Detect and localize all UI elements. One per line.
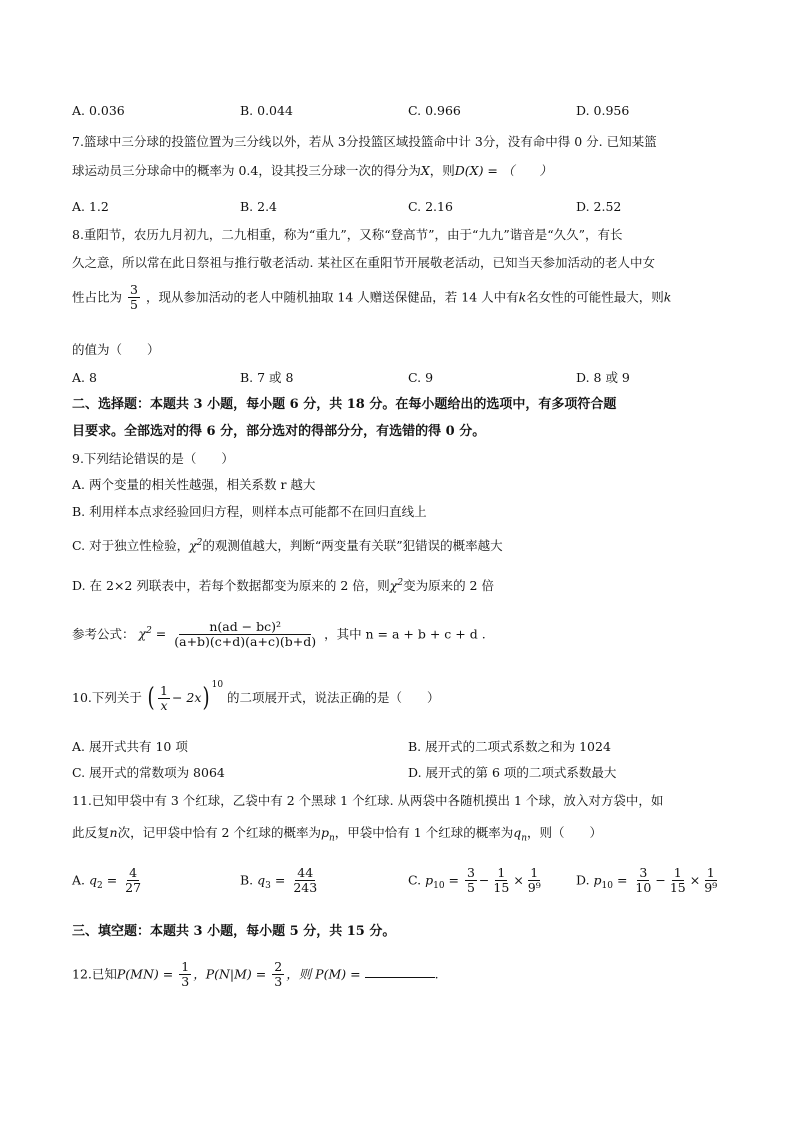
chi-square-lhs: $\chi^2$ = [138,626,167,642]
q10-frac-den: x [160,698,168,714]
q11-b-fraction [291,866,319,896]
q11-d-d3: 9⁹ [704,880,718,896]
q7-text-c: ，则 [429,163,455,178]
q11-d-sub: 10 [601,880,613,891]
q11-b-sub: 3 [265,880,271,891]
q9-option-d [72,578,494,593]
q9-option-a: A. 两个变量的相关性越强，相关系数 r 越大 [72,477,316,492]
section3-heading: 三、填空题：本题共 3 小题，每小题 5 分，共 15 分。 [72,924,396,939]
q11-c-lhs: p [425,872,434,888]
q10-suffix: 的二项展开式，说法正确的是（ ） [227,690,440,706]
q12-frac1 [179,960,191,990]
q7-stem-line2 [72,163,552,178]
q8-stem-line1: 8.重阳节，农历九月初九，二九相重，称为“重九”，又称“登高节”，由于“九九”谐音是“久久”，有长 [72,227,623,242]
q11-c-d3: 9⁹ [527,880,541,896]
q9-c-text-b: 的观测值越大，判断“两变量有关联”犯错误的概率越大 [202,538,503,554]
q11-d-d2: 15 [669,880,686,896]
q11-d-n2: 1 [673,865,682,880]
q9-option-c [72,538,503,553]
q7-stem-line1: 7.篮球中三分球的投篮位置为三分线以外，若从 3分投篮区域投篮命中计 3分，没有命中得 0 分. 已知某篮 [72,134,657,149]
right-paren: ) [202,683,211,713]
q6-option-d: D. 0.956 [576,103,630,118]
answer-blank[interactable] [365,965,435,978]
chi-square-fraction [172,620,318,650]
q7-option-c: C. 2.16 [408,199,453,214]
q11-c-d1: 5 [466,880,475,896]
q11-b-den: 243 [293,880,318,896]
q12-end: . [434,966,439,982]
q8-option-c: C. 9 [408,370,434,385]
q10-option-c: C. 展开式的常数项为 8064 [72,765,225,780]
q8-fraction [128,283,140,313]
q7-option-b: B. 2.4 [240,199,278,214]
q12-frac2 [272,960,284,990]
q7-var-x: X [420,163,430,178]
formula-numerator: n(ad − bc)² [179,620,311,635]
section2-heading-line1: 二、选择题：本题共 3 小题，每小题 6 分，共 18 分。在每小题给出的选项中，有多项符合题 [72,397,617,412]
q12-pmn: P(MN) = [116,966,174,982]
q9-d-text-a: D. 在 2×2 列联表中，若每个数据都变为原来的 2 倍，则 [72,578,390,594]
q8-var-k: k [518,289,527,305]
q12-stem [72,960,439,990]
q7-option-a: A. 1.2 [72,199,109,214]
q11-option-c: C. $p_{10}$ = $\frac{3}{5}$ − $\frac{1}{15}$ × $\frac{1}{\text{9⁹}}$ [408,865,541,896]
q11-d-n1: 3 [639,865,648,880]
q11-c-frac2 [491,866,511,896]
q12-n2: 2 [274,959,283,974]
q11-d-frac1 [633,866,653,896]
q10-stem [72,679,440,714]
q11-option-a: A. $q_2$ = $\frac{4}{27}$ [72,865,142,896]
q10-minus-term: − 2x [171,690,202,706]
q10-option-d: D. 展开式的第 6 项的二项式系数最大 [408,765,617,780]
chi-square-symbol-2: $\chi^2$ [389,578,404,594]
q9-c-text-a: C. 对于独立性检验， [72,538,190,554]
q11-text-b: 次，记甲袋中恰有 2 个红球的概率为 [117,825,321,840]
q11-d-frac3 [702,866,719,896]
q11-d-frac2 [668,866,688,896]
q9-stem: 9.下列结论错误的是（ ） [72,451,234,466]
q8-frac-den: 5 [130,297,138,313]
q10-option-a: A. 展开式共有 10 项 [72,739,188,754]
q11-var-n: n [109,825,118,840]
q8-stem-line3 [72,283,671,313]
q12-n1: 1 [181,959,190,974]
q9-reference-formula [72,620,486,650]
formula-tail: ，其中 n = a + b + c + d . [324,626,486,642]
q11-text-d: ，则（ ） [527,825,603,840]
q6-option-c: C. 0.966 [408,103,461,118]
q11-c-frac1 [465,866,477,896]
chi-square-symbol: $\chi^2$ [189,538,203,554]
q11-a-fraction [123,866,143,896]
q12-prefix: 12.已知 [72,966,117,982]
q11-pn: $p_n$ [320,825,335,844]
q8-stem-line4: 的值为（ ） [72,342,160,357]
q10-frac-num: 1 [160,682,168,698]
q12-pm: ，则 P(M) = [286,966,361,982]
q8-option-a: A. 8 [72,370,97,385]
q10-exponent: 10 [211,679,224,690]
q11-d-n3: 1 [706,865,715,880]
q11-c-sub: 10 [433,880,445,891]
q8-text-c: 名女性的可能性最大，则 [526,289,664,305]
q11-d-d1: 10 [635,880,652,896]
q11-c-n1: 3 [466,865,475,880]
q12-pnm: ，P(N|M) = [193,966,267,982]
q11-stem-line2 [72,825,602,844]
section2-heading-line2: 目要求。全部选对的得 6 分，部分选对的得部分分，有选错的得 0 分。 [72,424,486,439]
q7-expectation: D(X) = （ ） [454,163,552,178]
q11-c-n3: 1 [530,865,539,880]
q11-a-den: 27 [125,880,142,896]
q11-c-n2: 1 [497,865,506,880]
q11-option-b: B. $q_3$ = $\frac{44}{243}$ [240,865,318,896]
q11-c-d2: 15 [493,880,510,896]
q11-text-a: 此反复 [72,825,110,840]
q12-d2: 3 [274,974,283,990]
q6-option-a: A. 0.036 [72,103,125,118]
q9-d-text-b: 变为原来的 2 倍 [403,578,494,594]
q11-b-num: 44 [297,865,314,880]
q11-option-d: D. $p_{10}$ = $\frac{3}{10}$ − $\frac{1}{15}$ × $\frac{1}{\text{9⁹}}$ [576,865,718,896]
left-paren: ( [147,683,155,713]
q10-fraction [158,684,170,714]
q11-pn-base: p [320,825,329,840]
q8-stem-line2: 久之意，所以常在此日祭祖与推行敬老活动. 某社区在重阳节开展敬老活动，已知当天参加活动的老人中女 [72,255,655,270]
q8-option-d: D. 8 或 9 [576,370,630,385]
q8-text-b: ，现从参加活动的老人中随机抽取 14 人赠送保健品，若 14 人中有 [145,289,519,305]
ref-label: 参考公式： [72,626,135,642]
q7-option-d: D. 2.52 [576,199,622,214]
q12-d1: 3 [181,974,190,990]
q11-qn: $q_n$ [513,825,528,844]
q8-text-a: 性占比为 [72,289,123,305]
q10-prefix: 10.下列关于 [72,690,142,706]
q11-a-lhs: q [88,872,97,888]
q10-option-b: B. 展开式的二项式系数之和为 1024 [408,739,611,754]
q11-c-frac3 [526,866,543,896]
formula-denominator: (a+b)(c+d)(a+c)(b+d) [174,634,317,650]
q11-a-sub: 2 [97,880,103,891]
q11-d-lhs: p [593,872,602,888]
q11-a-num: 4 [129,865,138,880]
q8-var-k-2: k [663,289,672,305]
q9-option-b: B. 利用样本点求经验回归方程，则样本点可能都不在回归直线上 [72,504,427,519]
q11-stem-line1: 11.已知甲袋中有 3 个红球，乙袋中有 2 个黑球 1 个红球. 从两袋中各随机摸出 1 个球，放入对方袋中，如 [72,793,664,808]
q11-qn-base: q [513,825,522,840]
q11-text-c: ，甲袋中恰有 1 个红球的概率为 [334,825,514,840]
q11-b-lhs: q [257,872,266,888]
q6-option-b: B. 0.044 [240,103,293,118]
q7-text-a: 球运动员三分球命中的概率为 0.4，设其投三分球一次的得分为 [72,163,421,178]
q8-frac-num: 3 [130,282,138,297]
q8-option-b: B. 7 或 8 [240,370,294,385]
